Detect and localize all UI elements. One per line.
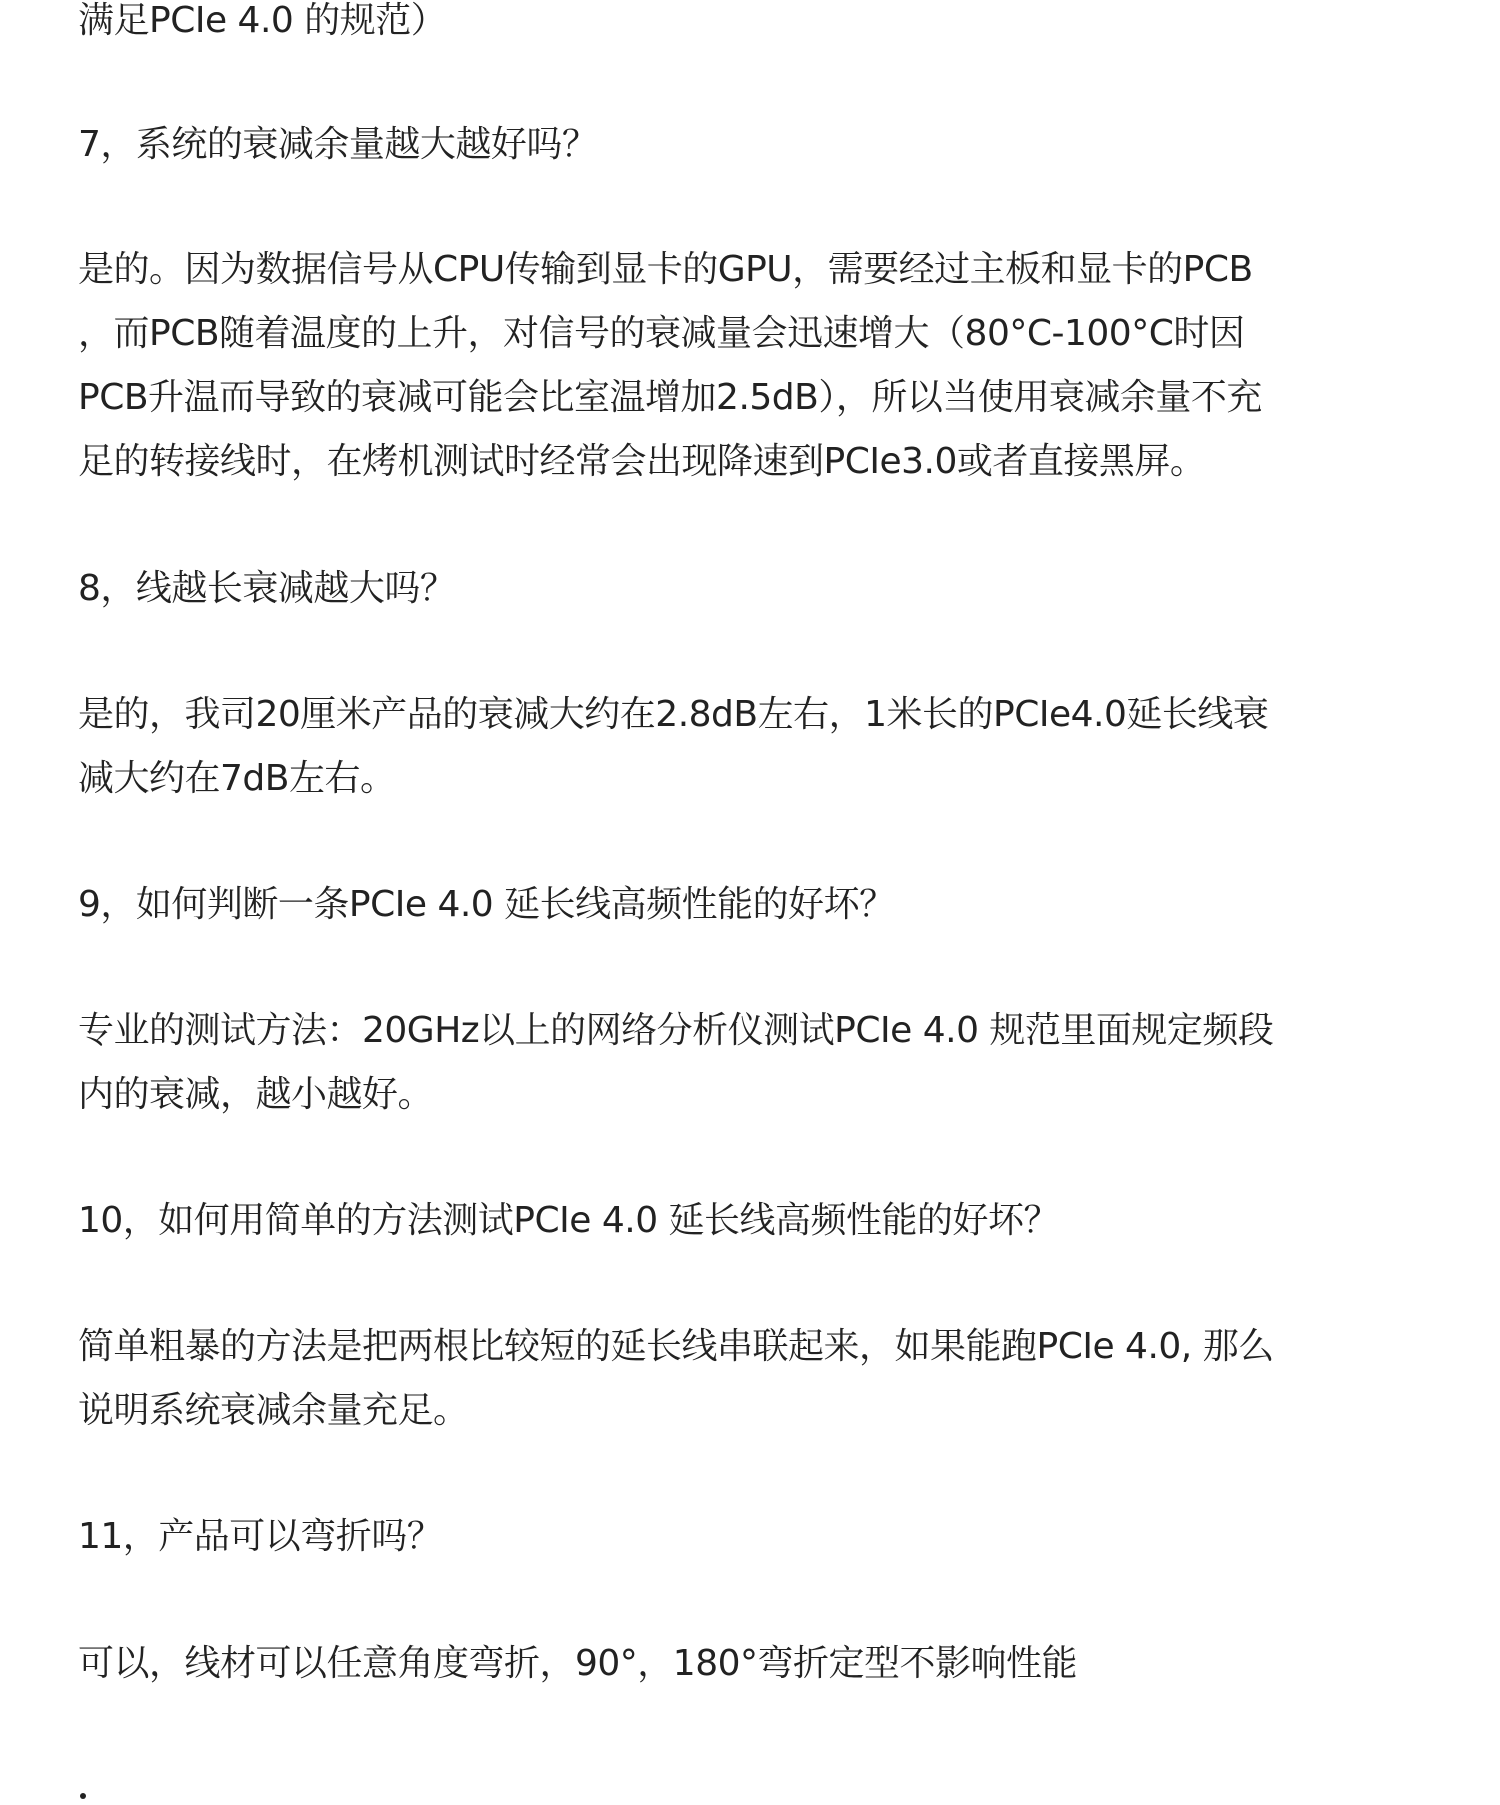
question-11: 11，产品可以弯折吗？: [78, 1516, 443, 1557]
answer-7-line-4: 足的转接线时，在烤机测试时经常会出现降速到PCIe3.0或者直接黑屏。: [78, 441, 1206, 482]
answer-11-line-1: 可以，线材可以任意角度弯折，90°，180°弯折定型不影响性能: [78, 1643, 1078, 1684]
answer-9-line-1: 专业的测试方法：20GHz以上的网络分析仪测试PCIe 4.0 规范里面规定频段: [78, 1010, 1274, 1051]
answer-8-line-2: 减大约在7dB左右。: [78, 758, 396, 799]
answer-7-line-3: PCB升温而导致的衰减可能会比室温增加2.5dB），所以当使用衰减余量不充: [78, 377, 1262, 418]
answer-10-line-1: 简单粗暴的方法是把两根比较短的延长线串联起来，如果能跑PCIe 4.0, 那么: [78, 1326, 1274, 1367]
paragraph-fragment: 满足PCIe 4.0 的规范）: [78, 0, 447, 41]
answer-10-line-2: 说明系统衰减余量充足。: [78, 1390, 469, 1431]
answer-7-line-1: 是的。因为数据信号从CPU传输到显卡的GPU，需要经过主板和显卡的PCB: [78, 249, 1253, 290]
question-9: 9，如何判断一条PCIe 4.0 延长线高频性能的好坏？: [78, 884, 895, 925]
question-8: 8，线越长衰减越大吗？: [78, 568, 456, 609]
question-7: 7，系统的衰减余量越大越好吗？: [78, 124, 598, 165]
answer-9-line-2: 内的衰减，越小越好。: [78, 1074, 434, 1115]
answer-8-line-1: 是的，我司20厘米产品的衰减大约在2.8dB左右，1米长的PCIe4.0延长线衰: [78, 694, 1269, 735]
answer-7-line-2: ，而PCB随着温度的上升，对信号的衰减量会迅速增大（80°C-100°C时因: [78, 313, 1245, 354]
trailing-dot: [80, 1793, 86, 1799]
question-10: 10，如何用简单的方法测试PCIe 4.0 延长线高频性能的好坏？: [78, 1200, 1060, 1241]
